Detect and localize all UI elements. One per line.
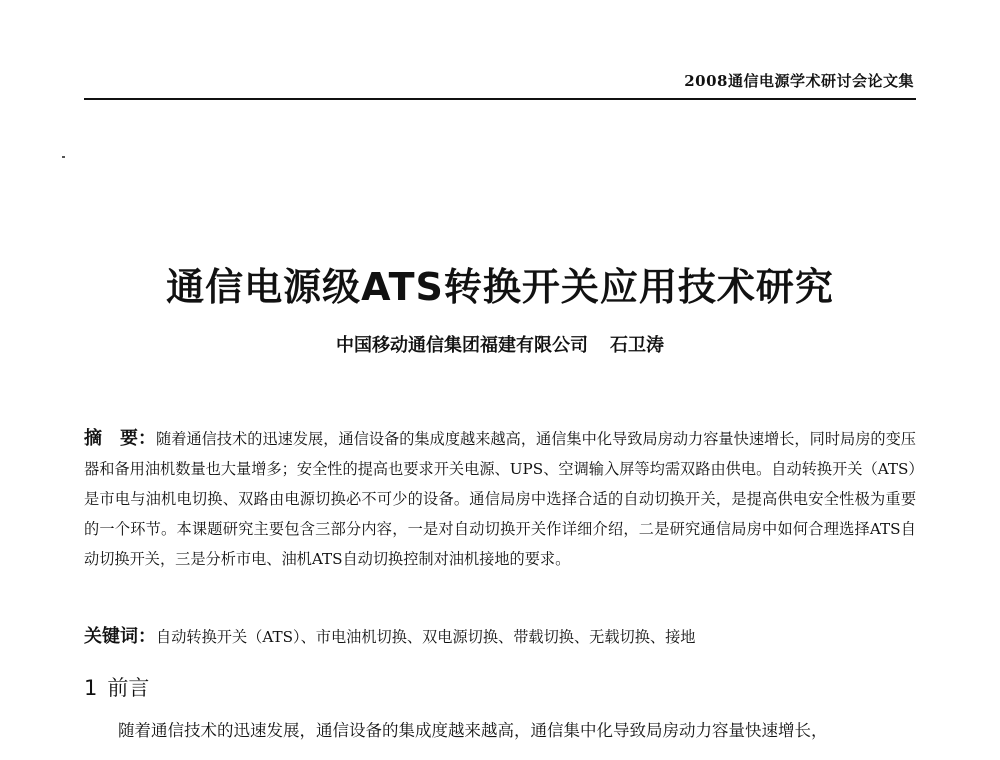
byline <box>0 331 1000 357</box>
body-paragraph: 随着通信技术的迅速发展，通信设备的集成度越来越高，通信集中化导致局房动力容量快速增长， <box>118 721 828 740</box>
header-rule <box>84 98 916 100</box>
affiliation: 中国移动通信集团福建有限公司 <box>336 335 588 356</box>
keywords-label: 关键词： <box>84 626 156 647</box>
author: 石卫涛 <box>610 335 664 356</box>
abstract-text: 随着通信技术的迅速发展，通信设备的集成度越来越高，通信集中化导致局房动力容量快速增长，同时局房的变压器和备用油机数量也大量增多；安全性的提高也要求开关电源、UPS、空调输入屏等均需双路由供电。自动转换开关（ATS）是市电与油机电切换、双路由电源切换必不可少的设备。通信局房中选择合适的自动切换开关，是提高供电安全性极为重要的一个环节。本课题研究主要包含三部分内容，一是对自动切换开关作详细介绍，二是研究通信局房中如何合理选择ATS自动切换开关，三是分析市电、油机ATS自动切换控制对油机接地的要求。 <box>84 430 916 568</box>
paper-title: 通信电源级ATS转换开关应用技术研究 <box>166 265 834 309</box>
abstract <box>84 424 916 574</box>
section-title: 前言 <box>107 676 150 700</box>
running-header: 2008通信电源学术研讨会论文集 <box>684 72 914 90</box>
keywords <box>84 622 916 652</box>
keywords-text: 自动转换开关（ATS）、市电油机切换、双电源切换、带载切换、无载切换、接地 <box>156 628 696 646</box>
scan-speck <box>62 156 65 158</box>
section-heading <box>84 672 149 702</box>
abstract-label: 摘 要： <box>84 428 157 449</box>
section-number: 1 <box>84 676 98 700</box>
